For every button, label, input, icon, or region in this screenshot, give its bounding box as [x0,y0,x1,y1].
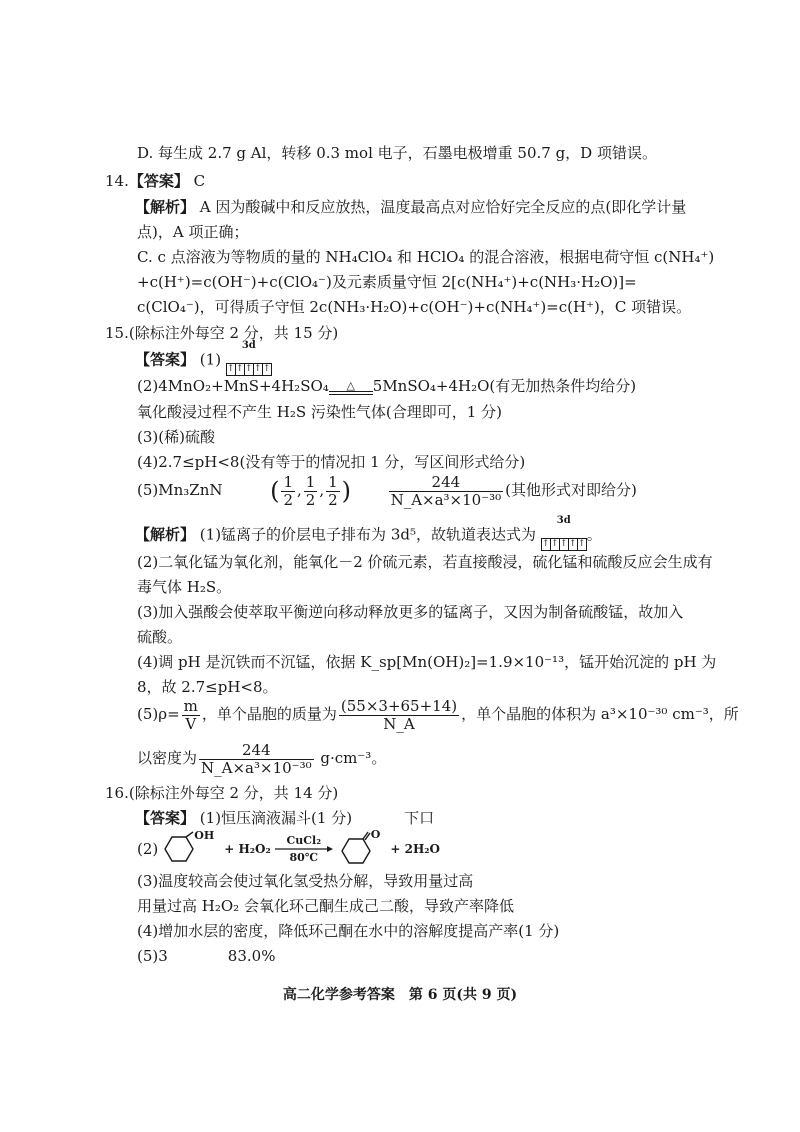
catalyst-condition: CuCl₂ 80℃ [275,835,333,863]
q15-answer-2b: 氧化酸浸过程不产生 H₂S 污染性气体(合理即可，1 分) [137,403,502,421]
q14-analysis-c2: +c(H⁺)=c(OH⁻)+c(ClO₄⁻)及元素质量守恒 2[c(NH₄⁺)+c(NH₃·H₂O)]= [137,273,637,291]
q15-answer-5: (5)Mn₃ZnN ( $\frac{1}{2}$ , $\frac{1}{2}$ , $\frac{1}{2}$ ) $\frac{244}{\text{N\_A×a³×10⁻³⁰}}$ (其他形式对即给分) [137,472,637,509]
q15-analysis-5b: 以密度为 $\frac{244}{\text{N\_A×a³×10⁻³⁰}}$ g·cm⁻³。 [137,740,387,777]
q15-answer-1: 【答案】 (1) 3d ↑ ↑ ↑ ↑ ↑ [135,340,272,381]
q15-analysis-2a: (2)二氧化锰为氧化剂，能氧化－2 价硫元素，若直接酸浸，硫化锰和硫酸反应会生成有 [137,553,713,571]
q15-answer-3: (3)(稀)硫酸 [137,428,215,446]
q15-answer-4: (4)2.7≤pH<8(没有等于的情况扣 1 分，写区间形式给分) [137,453,526,471]
q13-option-d: D. 每生成 2.7 g Al，转移 0.3 mol 电子，石墨电极增重 50.7 g，D 项错误。 [137,144,657,162]
q15-answer-2: (2)4MnO₂+MnS+4H₂SO₄ △ 5MnSO₄+4H₂O(有无加热条件均给分) [137,377,637,395]
q15-analysis-3a: (3)加入强酸会使萃取平衡逆向移动释放更多的锰离子，又因为制备硫酸锰，故加入 [137,603,684,621]
orbital-diagram: 3d ↑ ↑ ↑ ↑ ↑ [227,340,271,374]
q14-analysis-c3: c(ClO₄⁻)，可得质子守恒 2c(NH₃·H₂O)+c(OH⁻)+c(NH₄⁺)=c(H⁺)，C 项错误。 [137,298,692,316]
q15-analysis-4b: 8，故 2.7≤pH<8。 [137,678,278,696]
q15-analysis-5a: (5)ρ= $\frac{m}{V}$ ，单个晶胞的质量为 $\frac{(55\times 3+65+14)}{N\_A}$ ，单个晶胞的体积为 a³×10⁻³⁰ cm⁻³，所 [137,696,739,733]
q16-answer-3b: 用量过高 H₂O₂ 会氧化环己酮生成己二酸，导致产率降低 [137,897,514,915]
q16-answer-3a: (3)温度较高会使过氧化氢受热分解，导致用量过高 [137,872,474,890]
orbital-diagram-inline: 3d ↑ ↑ ↑ ↑ ↑ [541,515,586,549]
q15-analysis-4a: (4)调 pH 是沉铁而不沉锰，依据 K_sp[Mn(OH)₂]=1.9×10⁻¹³，锰开始沉淀的 pH 为 [137,653,717,671]
q16-answer-1: 【答案】 (1)恒压滴液漏斗(1 分) 下口 [135,809,435,827]
page-footer: 高二化学参考答案 第 6 页(共 9 页) [282,987,518,1003]
q16-reaction: (2) OH + H₂O₂ CuCl₂ 80℃ O + 2H₂O [137,828,440,868]
q16-answer-4: (4)增加水层的密度，降低环己酮在水中的溶解度提高产率(1 分) [137,922,560,940]
q15-analysis-1: 【解析】 (1)锰离子的价层电子排布为 3d⁵，故轨道表达式为 3d ↑ ↑ ↑ ↑ ↑ 。 [135,515,602,556]
q16-header: 16.(除标注外每空 2 分，共 14 分) [105,784,339,802]
q16-answer-5: (5)3 83.0% [137,947,276,965]
q14-analysis-line1: 【解析】 A 因为酸碱中和反应放热，温度最高点对应恰好完全反应的点(即化学计量 [135,198,687,216]
heat-condition: △ [329,380,373,395]
q15-analysis-3b: 硫酸。 [137,628,183,646]
q14-answer-line: 14.【答案】 C [105,172,206,190]
q15-header: 15.(除标注外每空 2 分，共 15 分) [105,324,339,342]
q15-analysis-2b: 毒气体 H₂S。 [137,578,232,596]
q14-analysis-c1: C. c 点溶液为等物质的量的 NH₄ClO₄ 和 HClO₄ 的混合溶液，根据电荷守恒 c(NH₄⁺) [137,248,715,266]
q14-analysis-line2: 点)，A 项正确； [137,223,249,241]
